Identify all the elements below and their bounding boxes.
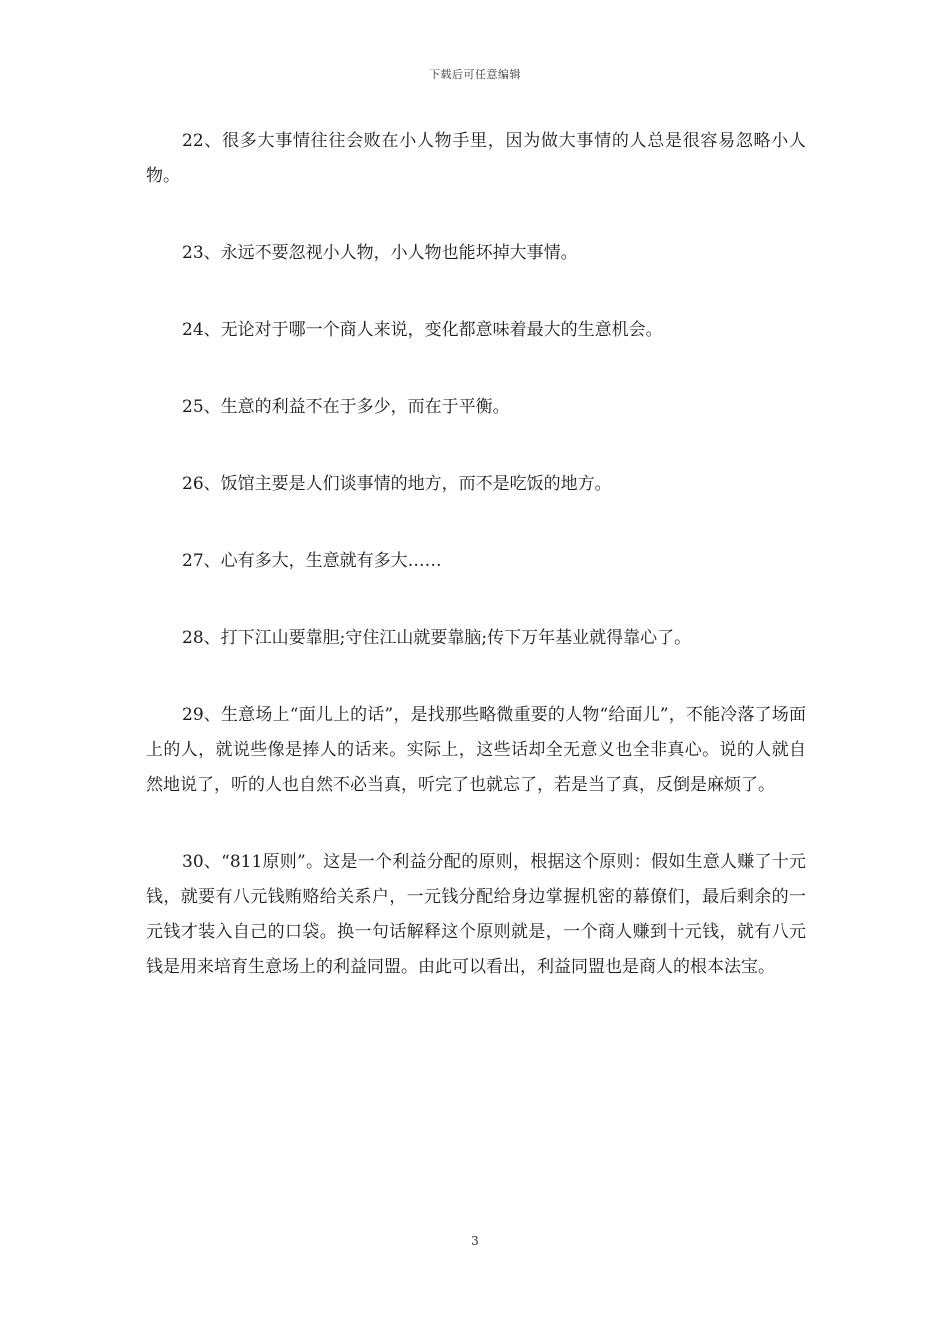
paragraph-28: 28、打下江山要靠胆;守住江山就要靠脑;传下万年基业就得靠心了。 xyxy=(182,628,692,648)
paragraph-27: 27、心有多大，生意就有多大…… xyxy=(182,551,442,571)
paragraph-26: 26、饭馆主要是人们谈事情的地方，而不是吃饭的地方。 xyxy=(182,474,612,494)
paragraph-22: 22、很多大事情往往会败在小人物手里，因为做大事情的人总是很容易忽略小人物。 xyxy=(146,131,806,186)
paragraph-25: 25、生意的利益不在于多少，而在于平衡。 xyxy=(182,397,510,417)
paragraph-23: 23、永远不要忽视小人物，小人物也能坏掉大事情。 xyxy=(182,243,578,263)
paragraph-29: 29、生意场上“面儿上的话”，是找那些略微重要的人物“给面儿”，不能冷落了场面上的人，就说些像是捧人的话来。实际上，这些话却全无意义也全非真心。说的人就自然地说了，听的人也自然不必当真，听完了也就忘了，若是当了真，反倒是麻烦了。 xyxy=(146,705,806,795)
document-body xyxy=(146,124,806,985)
page-number: 3 xyxy=(471,1234,479,1248)
paragraph-24: 24、无论对于哪一个商人来说，变化都意味着最大的生意机会。 xyxy=(182,320,663,340)
page-header: 下载后可任意编辑 xyxy=(429,68,521,81)
paragraph-30: 30、“811原则”。这是一个利益分配的原则，根据这个原则：假如生意人赚了十元钱，就要有八元钱贿赂给关系户，一元钱分配给身边掌握机密的幕僚们，最后剩余的一元钱才装入自己的口袋。换一句话解释这个原则就是，一个商人赚到十元钱，就有八元钱是用来培育生意场上的利益同盟。由此可以看出，利益同盟也是商人的根本法宝。 xyxy=(146,852,806,977)
